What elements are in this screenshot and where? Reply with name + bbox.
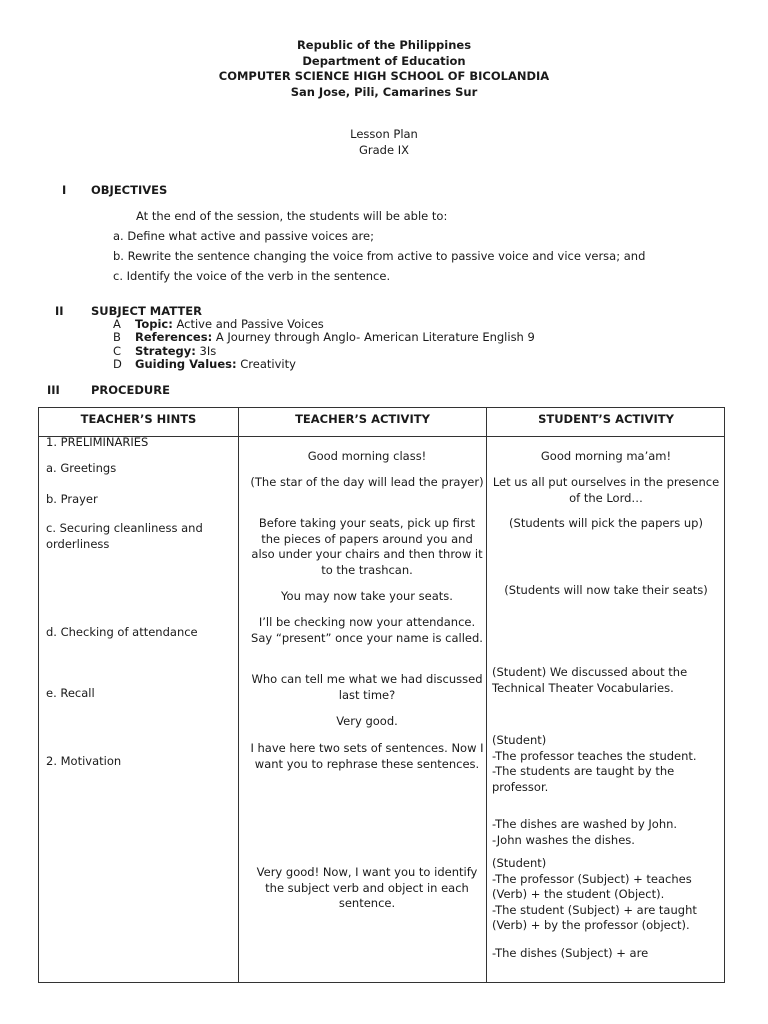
header-department: Department of Education [302, 53, 466, 68]
student-line: -The student (Subject) + are taught (Verb) + by the professor (object). [492, 902, 697, 932]
student-recall: (Student) We discussed about the Technical Theater Vocabularies. [492, 665, 688, 695]
plan-title: Lesson Plan [350, 127, 418, 141]
teacher-prayer: (The star of the day will lead the prayer) [250, 475, 484, 489]
hint-greetings: a. Greetings [46, 461, 117, 475]
student-line: -John washes the dishes. [492, 832, 635, 847]
subject-value: 3Is [195, 344, 217, 358]
hint-prayer: b. Prayer [46, 492, 98, 506]
teacher-greeting: Good morning class! [307, 449, 427, 463]
subject-letter: C [113, 344, 122, 358]
student-line: -The professor teaches the student. [492, 748, 697, 763]
teacher-seats: You may now take your seats. [281, 589, 453, 603]
student-identify [492, 856, 720, 961]
student-line: -The professor (Subject) + teaches (Verb) + the student (Object). [492, 871, 692, 901]
student-line: -The students are taught by the professor. [492, 764, 675, 794]
student-dishes [492, 817, 720, 848]
subject-letter: A [113, 317, 121, 331]
teacher-very-good: Very good. [336, 714, 398, 728]
section-title-procedure: PROCEDURE [91, 383, 170, 397]
subject-value: Active and Passive Voices [172, 317, 324, 331]
hint-cleanliness: c. Securing cleanliness and orderliness [46, 521, 203, 551]
section-number-objectives: I [62, 183, 67, 197]
section-title-subject-matter: SUBJECT MATTER [91, 304, 202, 318]
objectives-intro: At the end of the session, the students will be able to: [136, 209, 448, 223]
subject-letter: B [113, 330, 121, 344]
subject-value: Creativity [236, 357, 296, 371]
teacher-cleanliness: Before taking your seats, pick up first the pieces of papers around you and also under your chairs and then throw it to the trashcan. [251, 516, 483, 577]
subject-label: Strategy: [135, 344, 196, 358]
subject-label: References: [135, 330, 213, 344]
student-papers: (Students will pick the papers up) [509, 516, 703, 530]
teacher-recall: Who can tell me what we had discussed last time? [251, 672, 483, 702]
header-address: San Jose, Pili, Camarines Sur [290, 84, 478, 99]
student-line: (Student) [492, 733, 547, 747]
section-number-procedure: III [47, 383, 60, 397]
teacher-identify: Very good! Now, I want you to identify the subject verb and object in each sentence. [256, 865, 478, 910]
student-prayer: Let us all put ourselves in the presence of the Lord… [492, 475, 720, 505]
hint-attendance: d. Checking of attendance [46, 625, 198, 639]
section-number-subject-matter: II [55, 304, 64, 318]
student-line: -The dishes (Subject) + are [492, 945, 649, 960]
document-header [0, 38, 768, 100]
objective-item-a: a. Define what active and passive voices are; [113, 229, 374, 243]
plan-grade: Grade IX [359, 143, 409, 157]
subject-value: A Journey through Anglo- American Literature English 9 [212, 330, 535, 344]
table-column-divider [238, 408, 239, 982]
header-republic: Republic of the Philippines [296, 38, 472, 52]
header-school: COMPUTER SCIENCE HIGH SCHOOL OF BICOLANDIA [218, 69, 550, 83]
table-header-hints: TEACHER’S HINTS [80, 412, 197, 426]
table-header-teacher: TEACHER’S ACTIVITY [295, 412, 430, 426]
table-column-divider [486, 408, 487, 982]
student-line: -The dishes are washed by John. [492, 817, 678, 831]
student-line [492, 934, 720, 946]
plan-title-block [0, 126, 768, 158]
hint-motivation: 2. Motivation [46, 754, 122, 768]
table-header-student: STUDENT’S ACTIVITY [538, 412, 674, 426]
subject-label: Topic: [135, 317, 173, 331]
procedure-table [38, 407, 725, 983]
teacher-attendance: I’ll be checking now your attendance. Say “present” once your name is called. [251, 615, 483, 645]
student-rephrase [492, 733, 720, 795]
student-greeting: Good morning ma’am! [540, 449, 672, 463]
student-seats: (Students will now take their seats) [504, 583, 708, 597]
objective-item-b: b. Rewrite the sentence changing the voice from active to passive voice and vice versa; and [113, 249, 646, 263]
objective-item-c: c. Identify the voice of the verb in the sentence. [113, 269, 391, 283]
student-line: (Student) [492, 856, 547, 870]
teacher-motivation: I have here two sets of sentences. Now I want you to rephrase these sentences. [250, 741, 484, 771]
subject-letter: D [113, 357, 122, 371]
hint-preliminaries: 1. PRELIMINARIES [46, 435, 149, 449]
section-title-objectives: OBJECTIVES [91, 183, 168, 197]
hint-recall: e. Recall [46, 686, 95, 700]
subject-label: Guiding Values: [135, 357, 237, 371]
